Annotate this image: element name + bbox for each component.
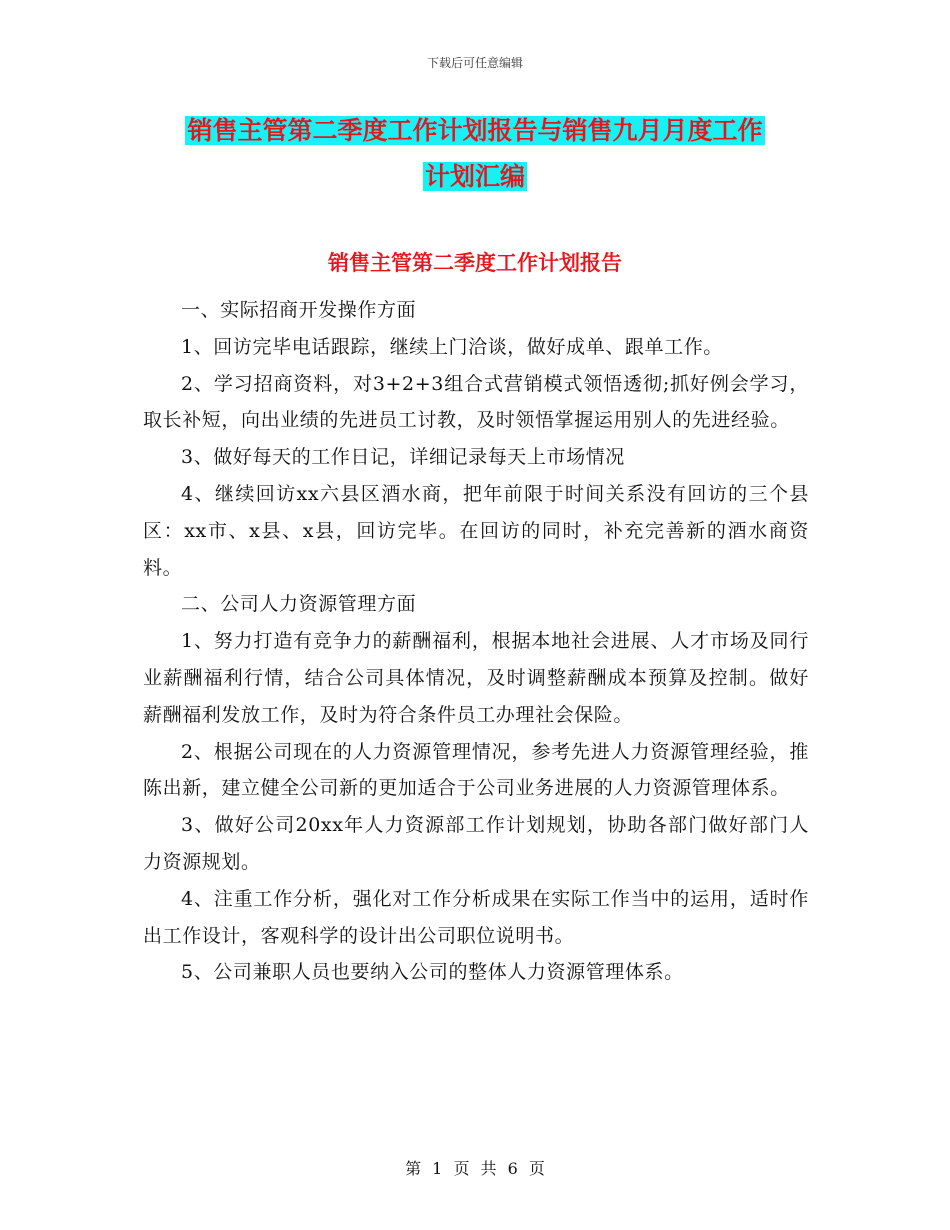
- page-header-note: 下载后可任意编辑: [426, 56, 523, 70]
- paragraph: 二、公司人力资源管理方面: [181, 593, 417, 616]
- paragraph: 1、努力打造有竞争力的薪酬福利，根据本地社会进展、人才市场及同行业薪酬福利行情，结合公司具体情况，及时调整薪酬成本预算及控制。做好薪酬福利发放工作，及时为符合条件员工办理社会保险。: [143, 630, 809, 726]
- paragraph: 3、做好公司20xx年人力资源部工作计划规划，协助各部门做好部门人力资源规划。: [143, 814, 809, 873]
- document-title-line-1: 销售主管第二季度工作计划报告与销售九月月度工作: [187, 116, 763, 145]
- paragraph: 5、公司兼职人员也要纳入公司的整体人力资源管理体系。: [181, 961, 684, 984]
- paragraph: 2、学习招商资料，对3+2+3组合式营销模式领悟透彻;抓好例会学习，取长补短，向出业绩的先进员工讨教，及时领悟掌握运用别人的先进经验。: [143, 372, 809, 432]
- paragraph: 1、回访完毕电话跟踪，继续上门洽谈，做好成单、跟单工作。: [181, 335, 723, 358]
- paragraph: 2、根据公司现在的人力资源管理情况，参考先进人力资源管理经验，推陈出新，建立健全公司新的更加适合于公司业务进展的人力资源管理体系。: [143, 740, 809, 800]
- page-footer: 第 1 页 共 6 页: [405, 1159, 545, 1178]
- document-body: [143, 292, 809, 991]
- paragraph: 4、继续回访xx六县区酒水商，把年前限于时间关系没有回访的三个县区：xx市、x县、x县，回访完毕。在回访的同时，补充完善新的酒水商资料。: [143, 482, 809, 579]
- paragraph: 4、注重工作分析，强化对工作分析成果在实际工作当中的运用，适时作出工作设计，客观科学的设计出公司职位说明书。: [143, 887, 809, 947]
- paragraph: 3、做好每天的工作日记，详细记录每天上市场情况: [181, 446, 625, 469]
- document-title-line-2: 计划汇编: [424, 162, 525, 191]
- paragraph: 一、实际招商开发操作方面: [181, 299, 417, 321]
- section-title: 销售主管第二季度工作计划报告: [328, 251, 622, 275]
- document-title: [0, 108, 950, 200]
